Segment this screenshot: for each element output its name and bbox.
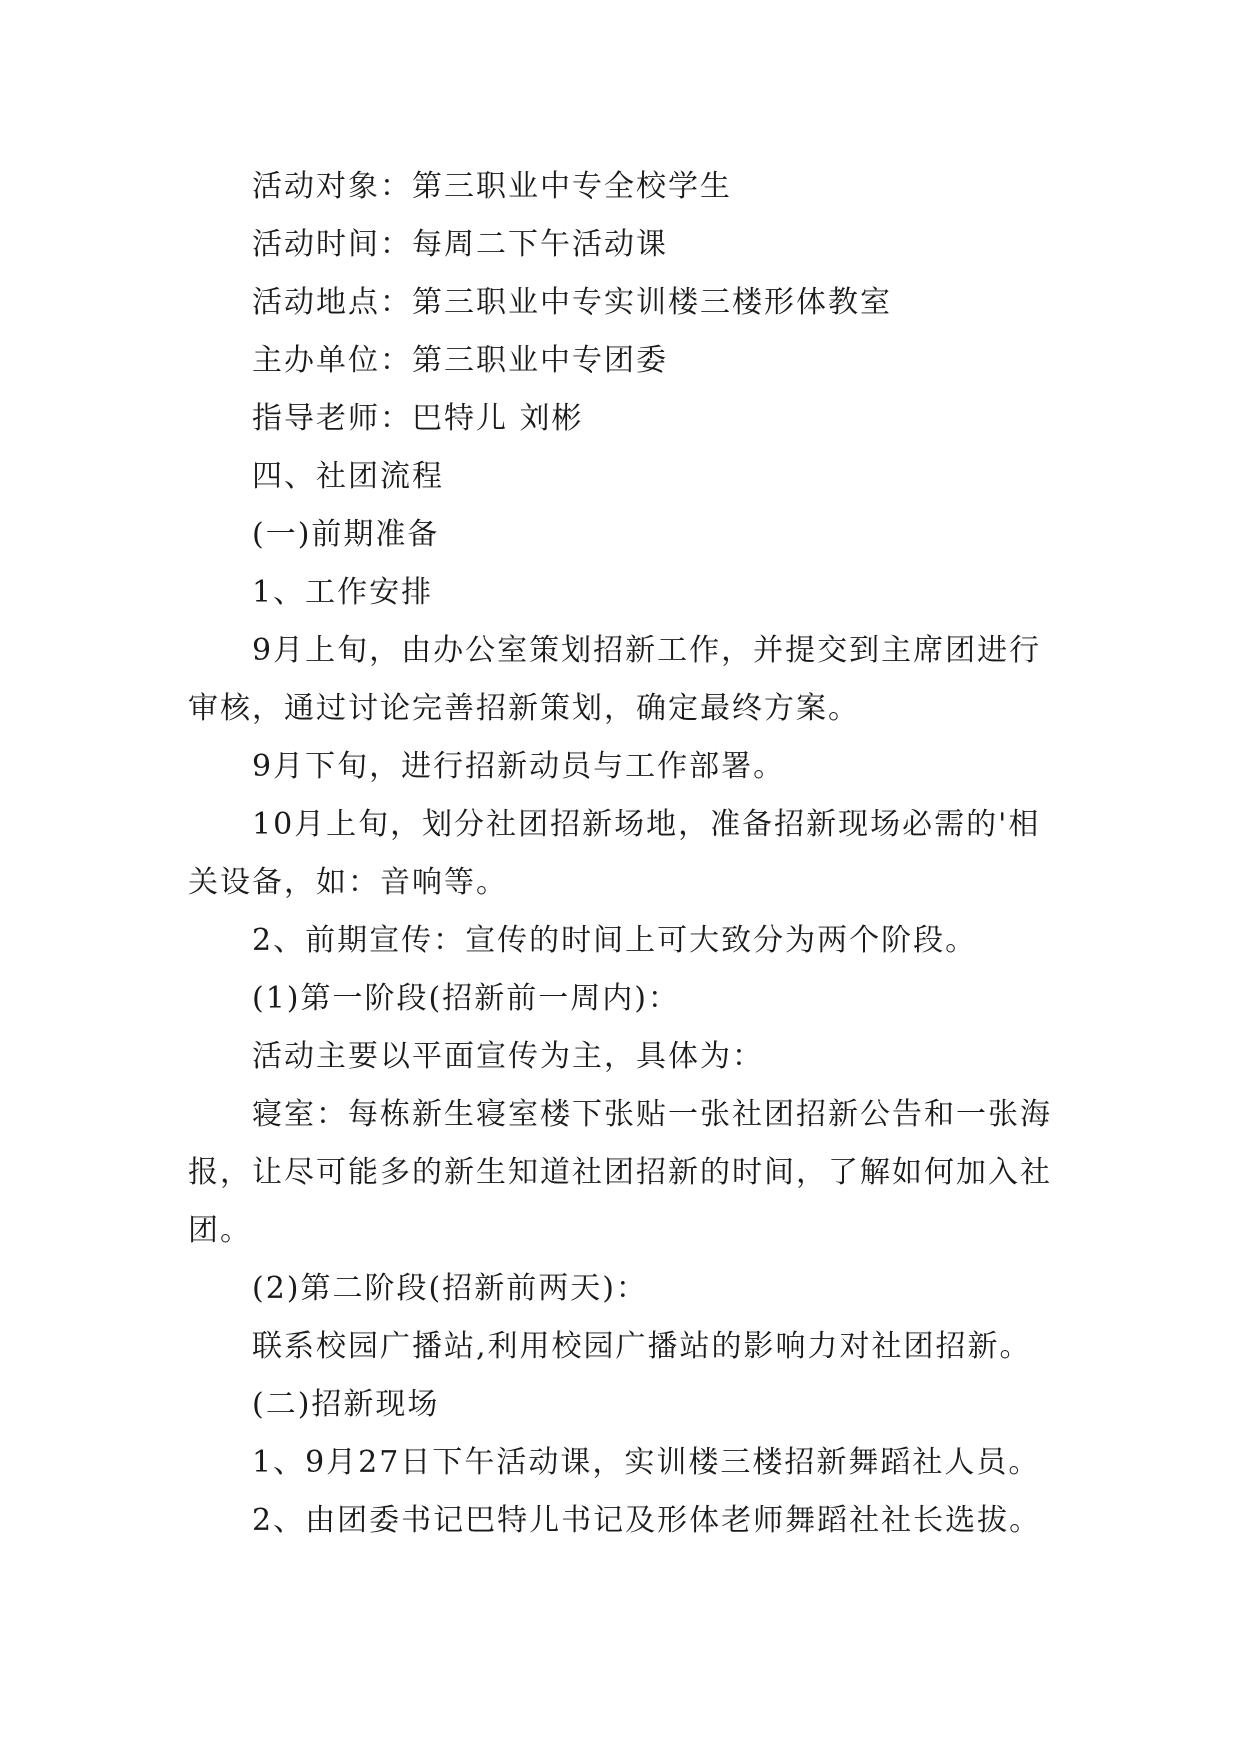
paragraph-radio-station: 联系校园广播站,利用校园广播站的影响力对社团招新。 — [252, 1329, 1032, 1364]
item-early-promotion: 2、前期宣传：宣传的时间上可大致分为两个阶段。 — [252, 923, 978, 958]
paragraph-early-october: 10月上旬，划分社团招新场地，准备招新现场必需的'相关设备，如：音响等。 — [188, 807, 1041, 900]
paragraph-activity-target: 活动对象：第三职业中专全校学生 — [252, 169, 732, 204]
paragraph-late-september: 9月下旬，进行招新动员与工作部署。 — [252, 749, 786, 784]
paragraph-dormitory: 寝室：每栋新生寝室楼下张贴一张社团招新公告和一张海报，让尽可能多的新生知道社团招新的时间，了解如何加入社团。 — [188, 1097, 1052, 1248]
document-body — [188, 158, 1068, 1550]
item-recruitment-date: 1、9月27日下午活动课，实训楼三楼招新舞蹈社人员。 — [252, 1445, 1041, 1480]
paragraph-print-promotion: 活动主要以平面宣传为主，具体为： — [252, 1039, 764, 1074]
subitem-phase-two: (2)第二阶段(招新前两天)： — [252, 1271, 648, 1306]
item-work-arrangement: 1、工作安排 — [252, 575, 434, 610]
paragraph-activity-time: 活动时间：每周二下午活动课 — [252, 227, 668, 262]
subheading-recruitment-site: (二)招新现场 — [252, 1387, 440, 1422]
paragraph-activity-location: 活动地点：第三职业中专实训楼三楼形体教室 — [252, 285, 892, 320]
paragraph-early-september: 9月上旬，由办公室策划招新工作，并提交到主席团进行审核，通过讨论完善招新策划，确定最终方案。 — [188, 633, 1042, 726]
item-selection: 2、由团委书记巴特儿书记及形体老师舞蹈社社长选拔。 — [252, 1503, 1042, 1538]
paragraph-organizer: 主办单位：第三职业中专团委 — [252, 343, 668, 378]
paragraph-advisors: 指导老师：巴特儿 刘彬 — [252, 401, 584, 436]
section-heading-club-process: 四、社团流程 — [252, 459, 444, 494]
subheading-preparation: (一)前期准备 — [252, 517, 440, 552]
subitem-phase-one: (1)第一阶段(招新前一周内)： — [252, 981, 680, 1016]
